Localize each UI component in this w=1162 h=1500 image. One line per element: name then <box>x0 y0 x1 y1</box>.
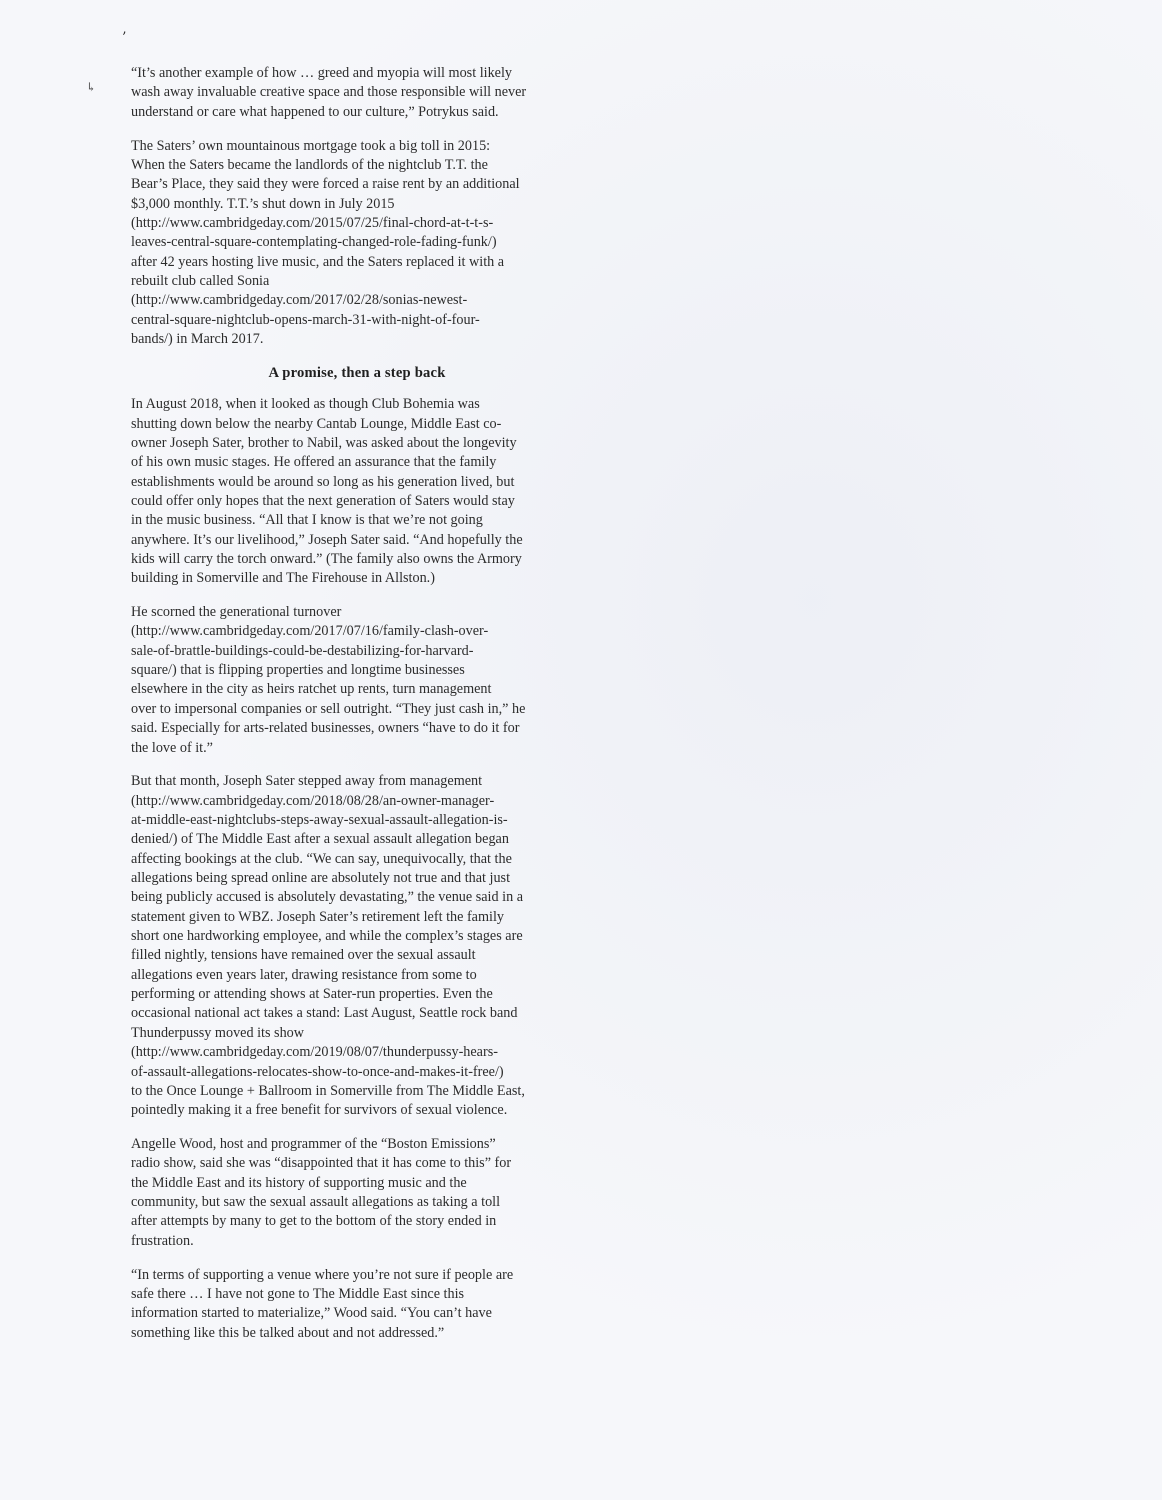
paragraph-generational-turnover: He scorned the generational turnover (http://www.cambridgeday.com/2017/07/16/family-clash-over- sale-of-brattle-buildings-could-be-destabilizing-for-harvard- square/) that is flipping properties and longtime businesses elsewhere in the city as heirs ratchet up rents, turn management over to impersonal companies or sell outright. “They just cash in,” he said. Especially for arts-related businesses, owners “have to do it for the love of it.” <box>131 604 526 756</box>
paragraph-stepped-away: But that month, Joseph Sater stepped away from management (http://www.cambridgeday.com/2018/08/28/an-owner-manager- at-middle-east-nightclubs-steps-away-sexual-assault-allegation-is- denied/) of The Middle East after a sexual assault allegation began affecting bookings at the club. “We can say, unequivocally, that the allegations being spread online are absolutely not true and that just being publicly accused is absolutely devastating,” the venue said in a statement given to WBZ. Joseph Sater’s retirement left the family short one hardworking employee, and while the complex’s stages are filled nightly, tensions have remained over the sexual assault allegations even years later, drawing resistance from some to performing or attending shows at Sater-run properties. Even the occasional national act takes a stand: Last August, Seattle rock band Thunderpussy moved its show (http://www.cambridgeday.com/2019/08/07/thunderpussy-hears- of-assault-allegations-relocates-show-to-once-and-makes-it-free/) to the Once Lounge + Ballroom in Somerville from The Middle East, pointedly making it a free benefit for survivors of sexual violence. <box>131 773 525 1119</box>
paragraph-angelle-wood: Angelle Wood, host and programmer of the “Boston Emissions” radio show, said she was “disappointed that it has come to this” for the Middle East and its history of supporting music and the community, but saw the sexual assault allegations as taking a toll after attempts by many to get to the bottom of the story ended in frustration. <box>131 1136 512 1249</box>
paragraph-saters-mortgage: The Saters’ own mountainous mortgage took a big toll in 2015: When the Saters became the landlords of the nightclub T.T. the Bear’s Place, they said they were forced a raise rent by an additional $3,000 monthly. T.T.’s shut down in July 2015 (http://www.cambridgeday.com/2015/07/25/final-chord-at-t-t-s- leaves-central-square-contemplating-changed-role-fading-funk/) after 42 years hosting live music, and the Saters replaced it with a rebuilt club called Sonia (http://www.cambridgeday.com/2017/02/28/sonias-newest- central-square-nightclub-opens-march-31-with-night-of-four- bands/) in March 2017. <box>131 137 520 347</box>
paragraph-joseph-sater-promise: In August 2018, when it looked as though Club Bohemia was shutting down below the nearby Cantab Lounge, Middle East co- owner Joseph Sater, brother to Nabil, was asked about the longevity of his own music stages. He offered an assurance that the family establishments would be around so long as his generation lived, but could offer only hopes that the next generation of Saters would stay in the music business. “All that I know is that we’re not going anywhere. It’s our livelihood,” Joseph Sater said. “And hopefully the kids will carry the torch onward.” (The family also owns the Armory building in Somerville and The Firehouse in Allston.) <box>131 396 523 587</box>
section-subheading: A promise, then a step back <box>268 364 446 381</box>
scan-mark: ’ <box>122 30 127 46</box>
scan-mark: ↳ <box>86 80 97 94</box>
paragraph-wood-quote: “In terms of supporting a venue where you’re not sure if people are safe there … I have not gone to The Middle East since this information started to materialize,” Wood said. “You can’t have something like this be talked about and not addressed.” <box>131 1266 514 1341</box>
article-body <box>131 64 583 1357</box>
paragraph-potrykus-quote: “It’s another example of how … greed and myopia will most likely wash away invaluable creative space and those responsible will never understand or care what happened to our culture,” Potrykus said. <box>131 65 527 120</box>
